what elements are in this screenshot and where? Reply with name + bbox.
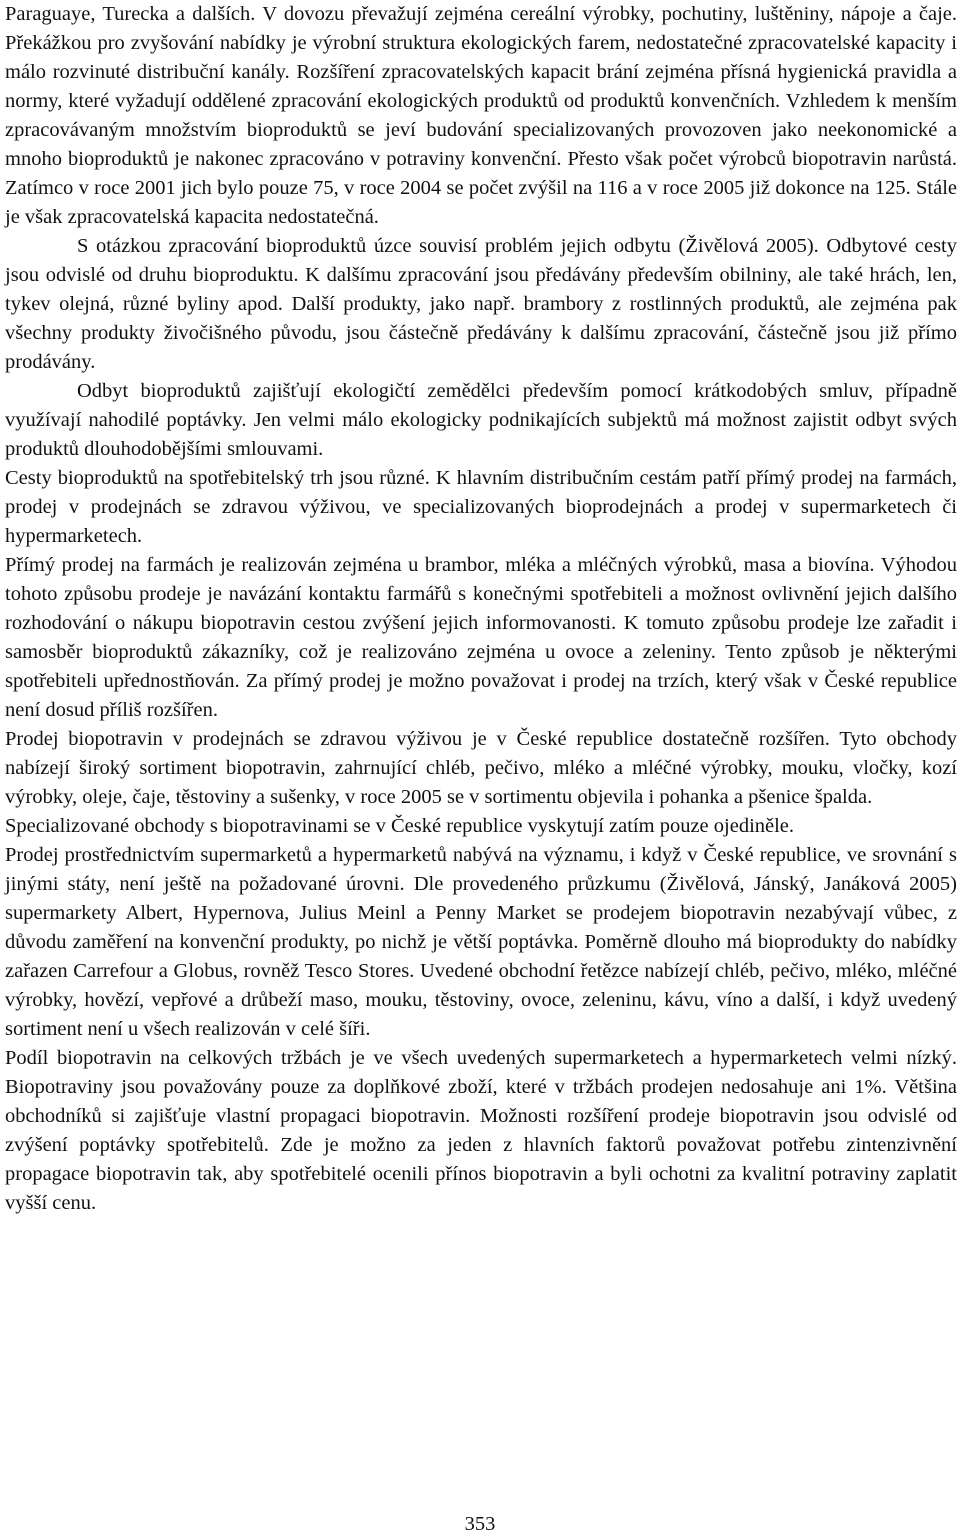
paragraph-3: Odbyt bioproduktů zajišťují ekologičtí zemědělci především pomocí krátkodobých smluv, případně využívají nahodilé poptávky. Jen velmi málo ekologicky podnikajících subjektů má možnost zajistit odbyt svých produktů dlouhodobějšími smlouvami. [5,380,957,460]
paragraph-2: S otázkou zpracování bioproduktů úzce souvisí problém jejich odbytu (Živělová 2005). Odbytové cesty jsou odvislé od druhu bioproduktu. K dalšímu zpracování jsou předávány především obilniny, ale také hrách, len, tykev olejná, různé byliny apod. Další produkty, jako např. brambory z rostlinných produktů, ale zejména pak všechny produkty živočišného původu, jsou částečně předávány k dalšímu zpracování, částečně jsou již přímo prodávány. [5,235,957,373]
paragraph-7: Specializované obchody s biopotravinami se v České republice vyskytují zatím pouze ojediněle. [5,815,795,837]
page-number: 353 [464,1513,496,1535]
paragraph-8: Prodej prostřednictvím supermarketů a hypermarketů nabývá na významu, i když v České republice, ve srovnání s jinými státy, není ještě na požadované úrovni. Dle provedeného průzkumu (Živělová, Jánský, Janáková 2005) supermarkety Albert, Hypernova, Julius Meinl a Penny Market se prodejem biopotravin nezabývají vůbec, z důvodu zaměření na konvenční produkty, po nichž je větší poptávka. Poměrně dlouho má bioprodukty do nabídky zařazen Carrefour a Globus, rovněž Tesco Stores. Uvedené obchodní řetězce nabízejí chléb, pečivo, mléko, mléčné výrobky, hovězí, vepřové a drůbeží maso, mouku, těstoviny, ovoce, zeleninu, kávu, víno a další, i když uvedený sortiment není u všech realizován v celé šíři. [5,844,957,1040]
document-body [5,0,957,1218]
paragraph-5: Přímý prodej na farmách je realizován zejména u brambor, mléka a mléčných výrobků, masa a biovína. Výhodou tohoto způsobu prodeje je navázání kontaktu farmářů s konečnými spotřebiteli a možnost ovlivnění jejich dalšího rozhodování o nákupu biopotravin cestou zvýšení jejich informovanosti. K tomuto způsobu prodeje lze zařadit i samosběr bioproduktů zákazníky, což je realizováno zejména u ovoce a zeleniny. Tento způsob je některými spotřebiteli upřednostňován. Za přímý prodej je možno považovat i prodej na trzích, který však v České republice není dosud příliš rozšířen. [5,554,957,721]
paragraph-6: Prodej biopotravin v prodejnách se zdravou výživou je v České republice dostatečně rozšířen. Tyto obchody nabízejí široký sortiment biopotravin, zahrnující chléb, pečivo, mléko a mléčné výrobky, mouku, vločky, kozí výrobky, oleje, čaje, těstoviny a sušenky, v roce 2005 se v sortimentu objevila i pohanka a pšenice špalda. [5,728,957,808]
paragraph-9: Podíl biopotravin na celkových tržbách je ve všech uvedených supermarketech a hypermarketech velmi nízký. Biopotraviny jsou považovány pouze za doplňkové zboží, které v tržbách prodejen nedosahuje ani 1%. Většina obchodníků si zajišťuje vlastní propagaci biopotravin. Možnosti rozšíření prodeje biopotravin jsou odvislé od zvýšení poptávky spotřebitelů. Zde je možno za jeden z hlavních faktorů považovat potřebu zintenzivnění propagace biopotravin tak, aby spotřebitelé ocenili přínos biopotravin a byli ochotni za kvalitní potraviny zaplatit vyšší cenu. [5,1047,957,1214]
paragraph-1: Paraguaye, Turecka a dalších. V dovozu převažují zejména cereální výrobky, pochutiny, luštěniny, nápoje a čaje. Překážkou pro zvyšování nabídky je výrobní struktura ekologických farem, nedostatečné zpracovatelské kapacity i málo rozvinuté distribuční kanály. Rozšíření zpracovatelských kapacit brání zejména přísná hygienická pravidla a normy, které vyžadují oddělené zpracování ekologických produktů od produktů konvenčních. Vzhledem k menším zpracovávaným množstvím bioproduktů se jeví budování specializovaných provozoven jako neekonomické a mnoho bioproduktů je nakonec zpracováno v potraviny konvenční. Přesto však počet výrobců biopotravin narůstá. Zatímco v roce 2001 jich bylo pouze 75, v roce 2004 se počet zvýšil na 116 a v roce 2005 již dokonce na 125. Stále je však zpracovatelská kapacita nedostatečná. [5,3,957,228]
paragraph-4: Cesty bioproduktů na spotřebitelský trh jsou různé. K hlavním distribučním cestám patří přímý prodej na farmách, prodej v prodejnách se zdravou výživou, ve specializovaných bioprodejnách a prodej v supermarketech či hypermarketech. [5,467,957,547]
